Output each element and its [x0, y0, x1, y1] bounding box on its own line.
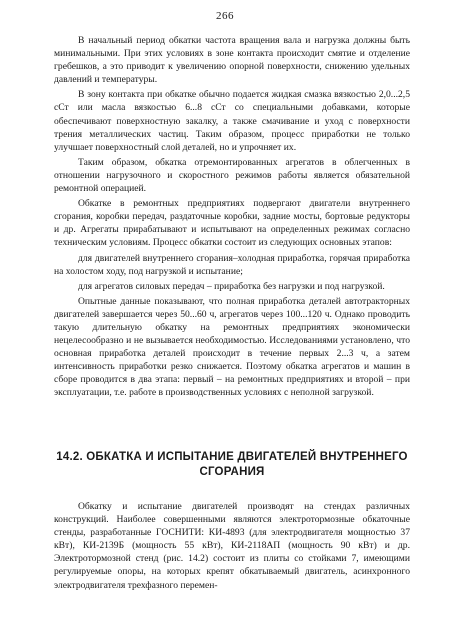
paragraph: для двигателей внутреннего сгорания–холодная приработка, горячая приработка на холостом ходу, под нагрузкой и испытание;	[54, 252, 410, 277]
section-heading: 14.2. ОБКАТКА И ИСПЫТАНИЕ ДВИГАТЕЛЕЙ ВНУТРЕННЕГО СГОРАНИЯ	[56, 451, 408, 478]
paragraph: В зону контакта при обкатке обычно подается жидкая смазка вязкостью 2,0...2,5 сСт или масла вязкостью 6...8 сСт со специальными добавками, которые обеспечивают поверхностную закалку, а также смачивание и уход с поверхности трения металлических частиц. Таким образом, процесс приработки не только улучшает поверхностный слой деталей, но и упрочняет их.	[54, 89, 410, 153]
paragraph: Таким образом, обкатка отремонтированных агрегатов в облегченных в отношении нагрузочного и скоростного режимов работы является обязательной ремонтной операцией.	[54, 156, 410, 195]
section-body-text	[54, 500, 410, 592]
paragraph: для агрегатов силовых передач – приработка без нагрузки и под нагрузкой.	[78, 280, 385, 292]
paragraph: Опытные данные показывают, что полная приработка деталей автотракторных двигателей завершается через 50...60 ч, агрегатов через 100...120 ч. Однако проводить такую длительную обкатку на ремонтных предприятиях экономически нецелесообразно и не вызывается необходимостью. Исследованиями установлено, что основная приработка деталей происходит в течение первых 2...3 ч, а затем интенсивность приработки резко снижается. Поэтому обкатка агрегатов и машин в сборе проводится в два этапа: первый – на ремонтных предприятиях и второй – при эксплуатации, т.е. работе в производственных условиях с неполной загрузкой.	[54, 295, 410, 399]
intro-text	[54, 34, 410, 400]
paragraph: В начальный период обкатки частота вращения вала и нагрузка должны быть минимальными. При этих условиях в зоне контакта происходит смятие и отделение гребешков, а это приводит к увеличению опорной поверхности, снижению удельных давлений и температуры.	[54, 35, 410, 86]
page-number: 266	[216, 10, 234, 22]
paragraph: Обкатку и испытание двигателей производят на стендах различных конструкций. Наиболее совершенными являются электротормозные обкаточные стенды, разработанные ГОСНИТИ: КИ-4893 (для электродвигателя мощностью 37 кВт), КИ-2139Б (мощность 55 кВт), КИ-2118АП (мощность 90 кВт) и др. Электротормозной стенд (рис. 14.2) состоит из плиты со стойками 7, имеющими регулируемые опоры, на которых крепят обкатываемый двигатель, асинхронного электродвигателя трехфазного перемен-	[54, 501, 410, 591]
paragraph: Обкатке в ремонтных предприятиях подвергают двигатели внутреннего сгорания, коробки передач, раздаточные коробки, задние мосты, бортовые редукторы и др. Агрегаты прирабатывают и испытывают на определенных режимах согласно техническим условиям. Процесс обкатки состоит из следующих основных этапов:	[54, 198, 410, 249]
